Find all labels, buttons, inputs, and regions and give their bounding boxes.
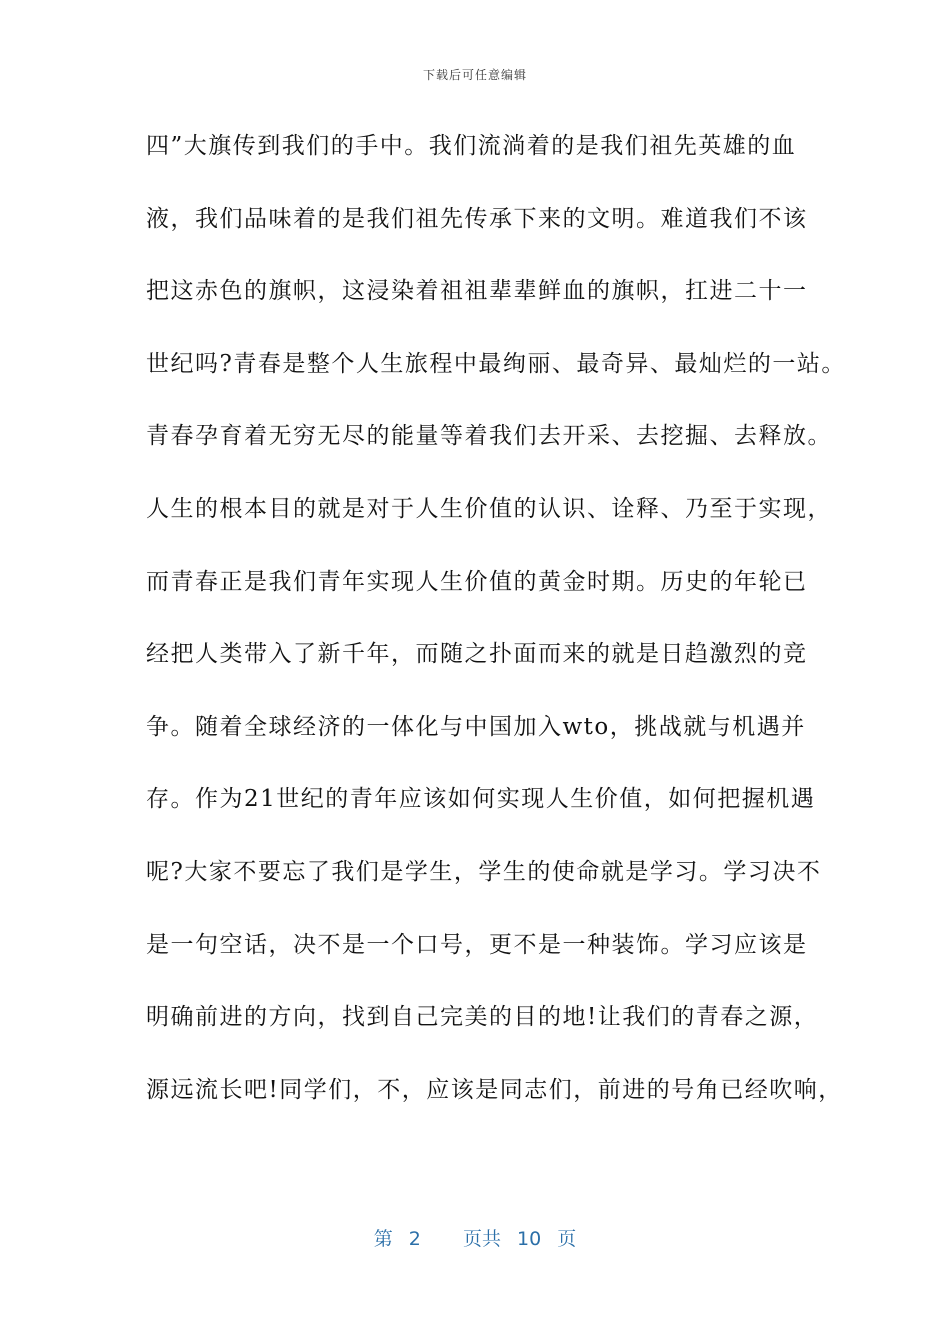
header-note: 下载后可任意编辑 [422, 68, 527, 82]
text-line: 呢?大家不要忘了我们是学生，学生的使命就是学习。学习决不 [146, 858, 822, 885]
text-line: 世纪吗?青春是整个人生旅程中最绚丽、最奇异、最灿烂的一站。 [146, 350, 846, 377]
text-line: 源远流长吧!同学们，不，应该是同志们，前进的号角已经吹响， [146, 1076, 843, 1103]
footer-label-end: 页 [557, 1228, 577, 1250]
text-line: 存。作为21世纪的青年应该如何实现人生价值，如何把握机遇 [146, 786, 816, 813]
page-footer [0, 1224, 950, 1251]
document-body [146, 126, 846, 1142]
footer-label-of: 页共 [462, 1228, 501, 1250]
text-line: 是一句空话，决不是一个口号，更不是一种装饰。学习应该是 [146, 931, 808, 958]
text-line: 青春孕育着无穷无尽的能量等着我们去开采、去挖掘、去释放。 [146, 423, 832, 450]
current-page-number: 2 [408, 1228, 421, 1250]
text-line: 争。随着全球经济的一体化与中国加入wto，挑战就与机遇并 [146, 713, 806, 740]
text-line: 明确前进的方向，找到自己完美的目的地!让我们的青春之源， [146, 1004, 819, 1031]
text-line: 人生的根本目的就是对于人生价值的认识、诠释、乃至于实现， [146, 495, 832, 522]
text-line: 液，我们品味着的是我们祖先传承下来的文明。难道我们不该 [146, 205, 808, 232]
text-line: 把这赤色的旗帜，这浸染着祖祖辈辈鲜血的旗帜，扛进二十一 [146, 278, 808, 305]
text-line: 而青春正是我们青年实现人生价值的黄金时期。历史的年轮已 [146, 568, 808, 595]
footer-label-page: 第 [373, 1228, 393, 1250]
text-line: 经把人类带入了新千年，而随之扑面而来的就是日趋激烈的竞 [146, 641, 808, 668]
total-pages-number: 10 [517, 1228, 542, 1250]
text-line: 四”大旗传到我们的手中。我们流淌着的是我们祖先英雄的血 [146, 133, 797, 159]
